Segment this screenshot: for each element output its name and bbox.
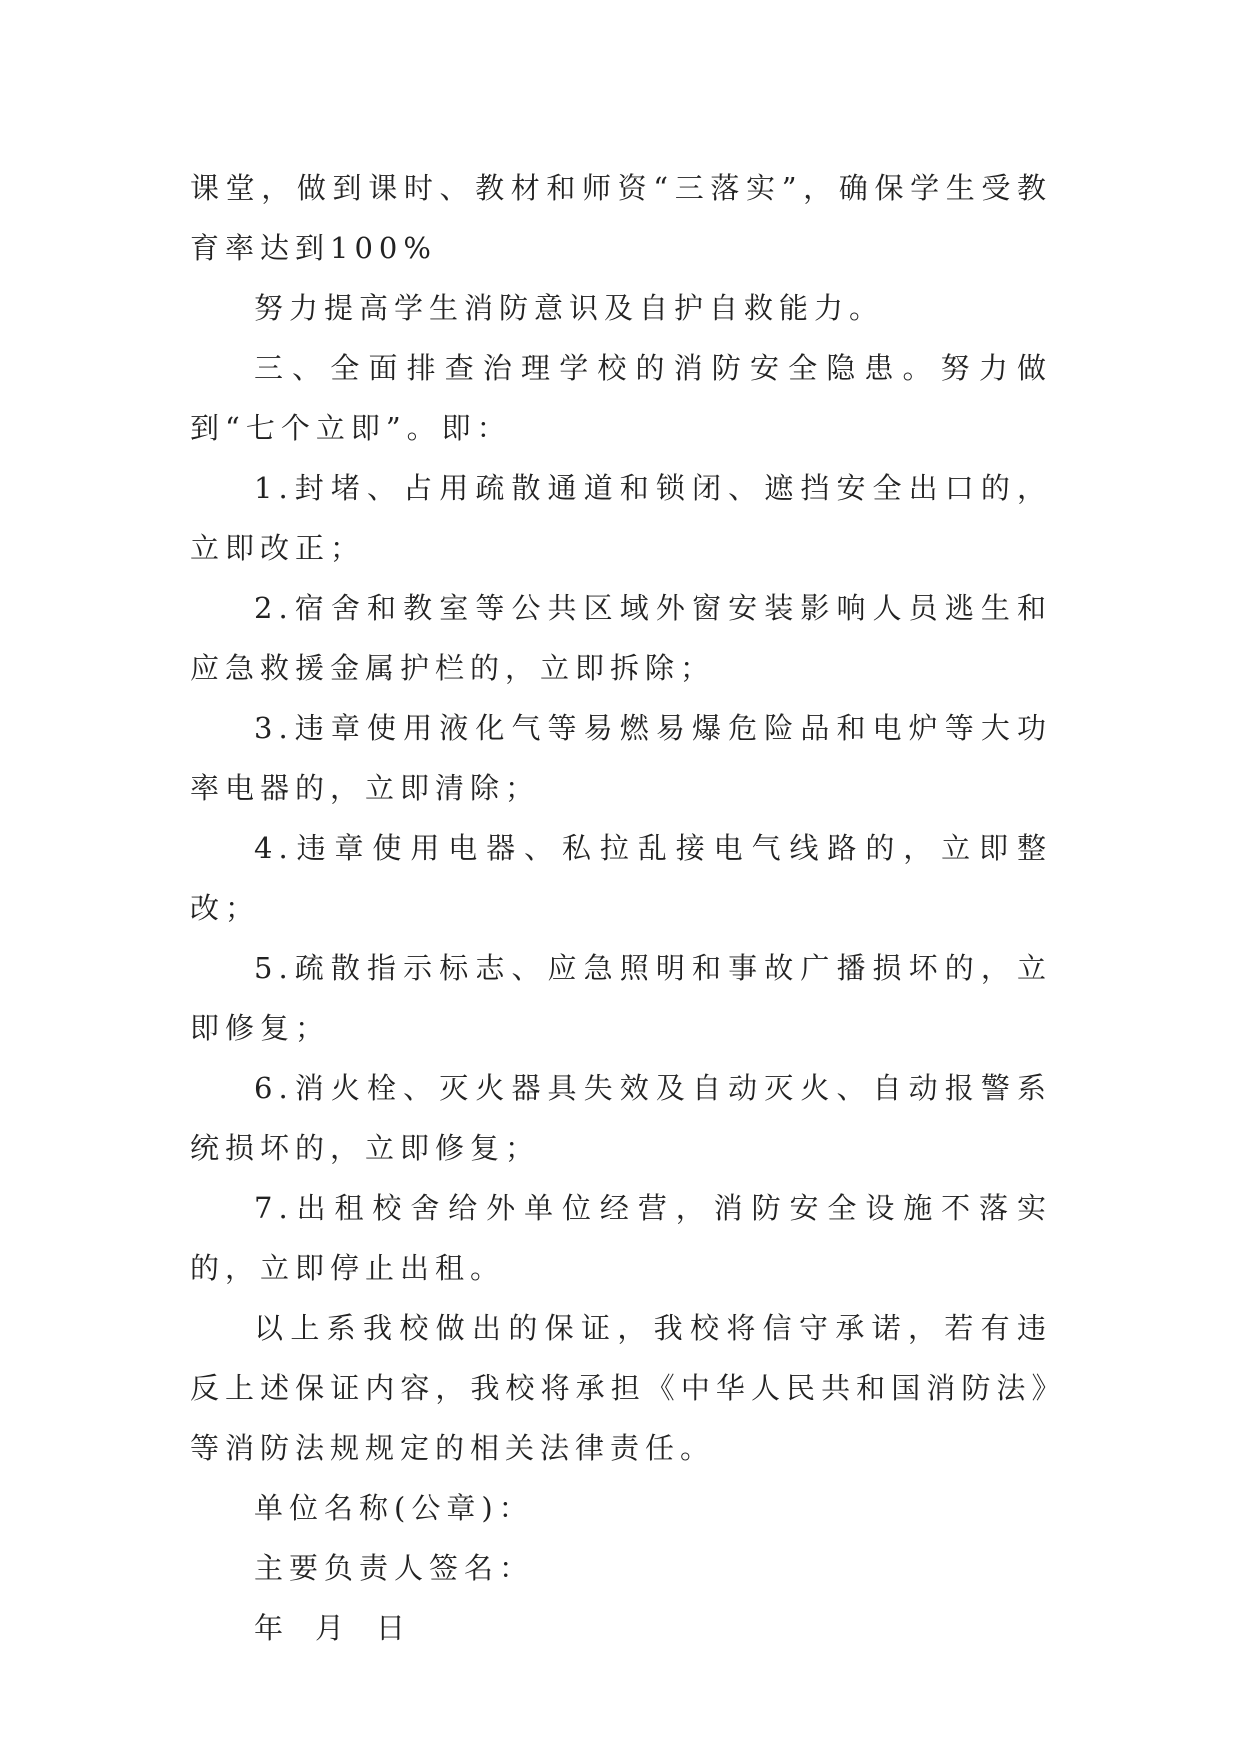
list-item-6: 6.消火栓、灭火器具失效及自动灭火、自动报警系统损坏的，立即修复； [190, 1071, 1052, 1165]
paragraph-continuation: 课堂，做到课时、教材和师资“三落实”，确保学生受教育率达到100% [190, 171, 1052, 265]
list-item-3: 3.违章使用液化气等易燃易爆危险品和电炉等大功率电器的，立即清除； [190, 711, 1052, 805]
paragraph-awareness: 努力提高学生消防意识及自护自救能力。 [254, 291, 885, 325]
list-item-5: 5.疏散指示标志、应急照明和事故广播损坏的，立即修复； [190, 951, 1052, 1045]
date-month-label: 月 [315, 1611, 351, 1645]
list-item-7: 7.出租校舍给外单位经营，消防安全设施不落实的，立即停止出租。 [190, 1191, 1052, 1285]
date-line [190, 1598, 1052, 1658]
document-body [190, 158, 1052, 1658]
list-item-4: 4.违章使用电器、私拉乱接电气线路的，立即整改； [190, 831, 1052, 925]
paragraph-commitment: 以上系我校做出的保证，我校将信守承诺，若有违反上述保证内容，我校将承担《中华人民共和国消防法》等消防法规规定的相关法律责任。 [190, 1311, 1052, 1465]
list-item-2: 2.宿舍和教室等公共区域外窗安装影响人员逃生和应急救援金属护栏的，立即拆除； [190, 591, 1052, 685]
list-item-1: 1.封堵、占用疏散通道和锁闭、遮挡安全出口的，立即改正； [190, 471, 1052, 565]
unit-name-label: 单位名称(公章)： [254, 1491, 534, 1525]
paragraph-section-three: 三、全面排查治理学校的消防安全隐患。努力做到“七个立即”。即： [190, 351, 1052, 445]
date-year-label: 年 [254, 1611, 290, 1645]
date-day-label: 日 [376, 1611, 412, 1645]
leader-signature-label: 主要负责人签名： [254, 1551, 535, 1585]
